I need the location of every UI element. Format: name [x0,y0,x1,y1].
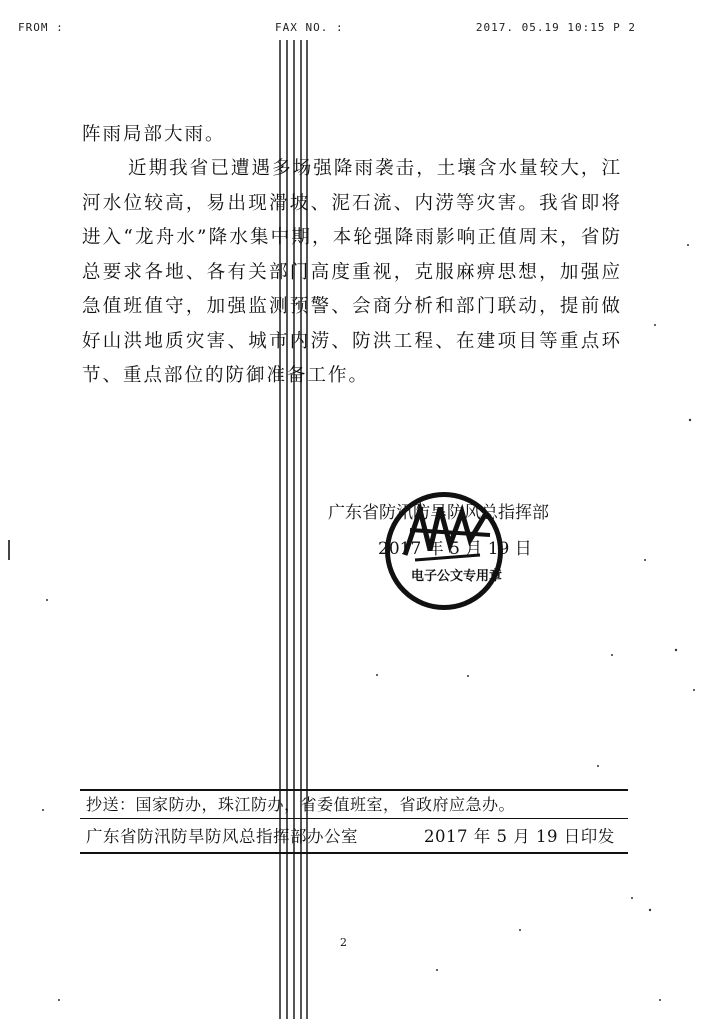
seal-label: 电子公文专用章 [411,569,503,584]
page-number: 2 [340,936,347,949]
fax-number-label: FAX NO. : [275,21,344,34]
seal-imprint-mark [400,500,495,565]
issuing-office: 广东省防汛防旱防风总指挥部办公室 [86,827,358,846]
fax-from-label: FROM : [18,21,64,34]
fax-datetime-page: 2017. 05.19 10:15 P 2 [475,21,636,34]
footer-rule-top [80,789,628,791]
footer-rule-middle [80,818,628,819]
issue-date: 2017 年 5 月 19 日印发 [424,827,615,846]
body-paragraph-1: 阵雨局部大雨。 [82,124,226,145]
footer-rule-bottom [80,852,628,854]
body-paragraph-2: 近期我省已遭遇多场强降雨袭击，土壤含水量较大，江河水位较高，易出现滑坡、泥石流、内涝等灾害。我省即将进入“龙舟水”降水集中期，本轮强降雨影响正值周末，省防总要求各地、各有关部门高度重视，克服麻痹思想，加强应急值班值守，加强监测预警、会商分析和部门联动，提前做好山洪地质灾害、城市内涝、防洪工程、在建项目等重点环节、重点部位的防御准备工作。 [82,158,622,386]
signing-date: 2017 年 5 月 19 日 [378,539,532,559]
signing-organization: 广东省防汛防旱防风总指挥部 [328,503,549,523]
cc-recipients: 抄送：国家防办，珠江防办，省委值班室，省政府应急办。 [86,795,516,814]
